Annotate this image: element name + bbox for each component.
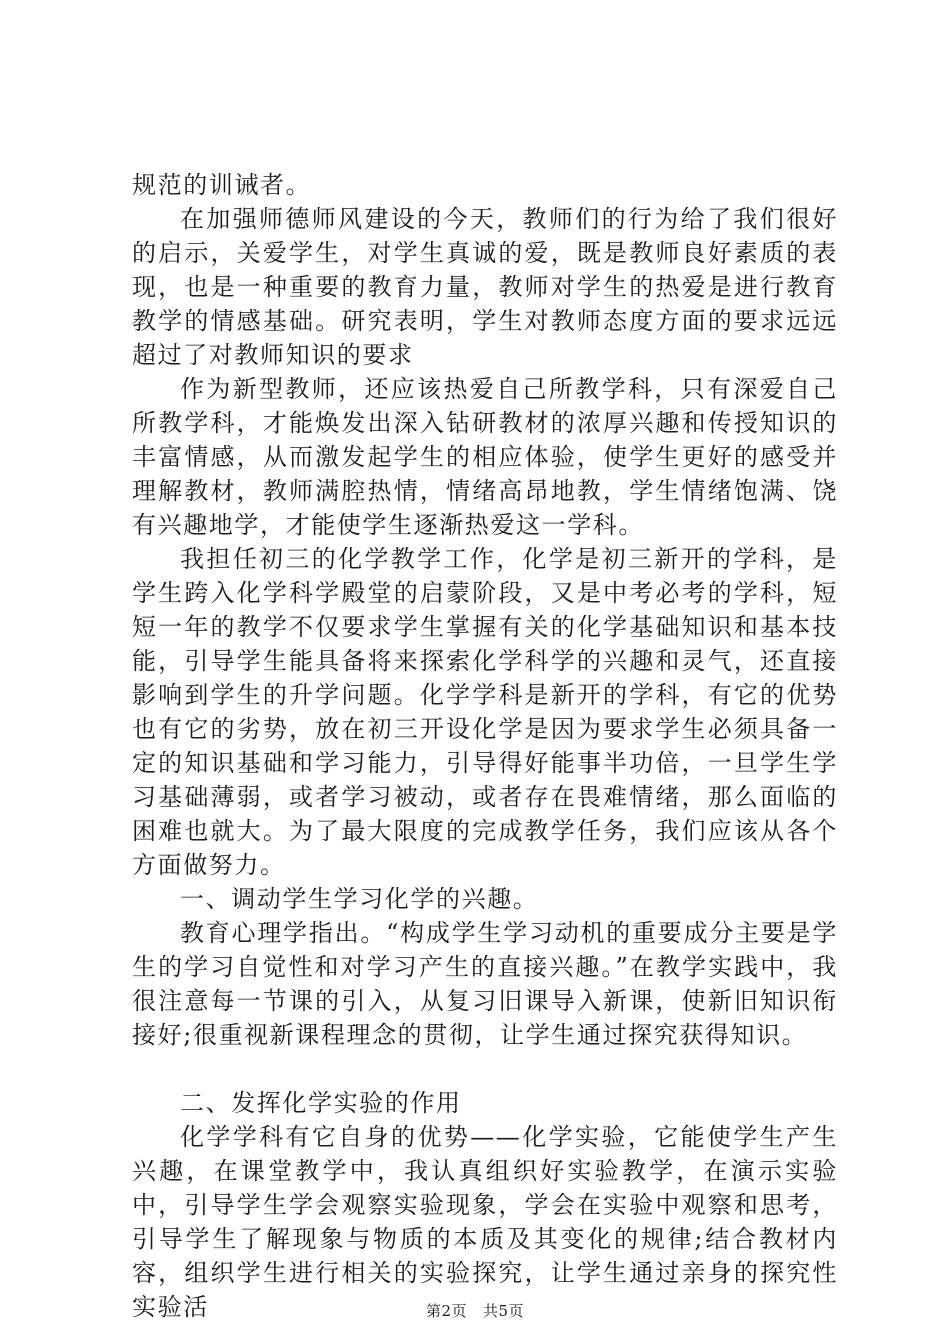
paragraph-5: 教育心理学指出。“构成学生学习动机的重要成分主要是学生的学习自觉性和对学习产生的直接兴趣。”在教学实践中，我很注意每一节课的引入，从复习旧课导入新课，使新旧知识衔接好;很重视新课程理念的贯彻，让学生通过探究获得知识。 [132, 919, 838, 1049]
page-footer [0, 1300, 950, 1321]
section-heading-2: 二、发挥化学实验的作用 [180, 1089, 462, 1117]
paragraph-3: 作为新型教师，还应该热爱自己所教学科，只有深爱自己所教学科，才能焕发出深入钻研教材的浓厚兴趣和传授知识的丰富情感，从而激发起学生的相应体验，使学生更好的感受并理解教材，教师满腔热情，情绪高昂地教，学生情绪饱满、饶有兴趣地学，才能使学生逐渐热爱这一学科。 [132, 375, 838, 539]
section-heading-1: 一、调动学生学习化学的兴趣。 [180, 885, 539, 913]
paragraph-6: 化学学科有它自身的优势——化学实验，它能使学生产生兴趣，在课堂教学中，我认真组织好实验教学，在演示实验中，引导学生学会观察实验现象，学会在实验中观察和思考，引导学生了解现象与物质的本质及其变化的规律;结合教材内容，组织学生进行相关的实验探究，让学生通过亲身的探究性实验活 [132, 1123, 838, 1321]
paragraph-spacer [132, 1052, 838, 1086]
paragraph-1: 规范的训诫者。 [132, 171, 312, 199]
page-total: 共5页 [483, 1302, 525, 1320]
document-body [132, 168, 838, 1324]
paragraph-2: 在加强师德师风建设的今天，教师们的行为给了我们很好的启示，关爱学生，对学生真诚的爱，既是教师良好素质的表现，也是一种重要的教育力量，教师对学生的热爱是进行教育教学的情感基础。研究表明，学生对教师态度方面的要求远远超过了对教师知识的要求 [132, 205, 838, 369]
paragraph-4: 我担任初三的化学教学工作，化学是初三新开的学科，是学生跨入化学科学殿堂的启蒙阶段，又是中考必考的学科，短短一年的教学不仅要求学生掌握有关的化学基础知识和基本技能，引导学生能具备将来探索化学科学的兴趣和灵气，还直接影响到学生的升学问题。化学学科是新开的学科，有它的优势也有它的劣势，放在初三开设化学是因为要求学生必须具备一定的知识基础和学习能力，引导得好能事半功倍，一旦学生学习基础薄弱，或者学习被动，或者存在畏难情绪，那么面临的困难也就大。为了最大限度的完成教学任务，我们应该从各个方面做努力。 [132, 545, 838, 879]
page-number: 第2页 [425, 1302, 467, 1320]
